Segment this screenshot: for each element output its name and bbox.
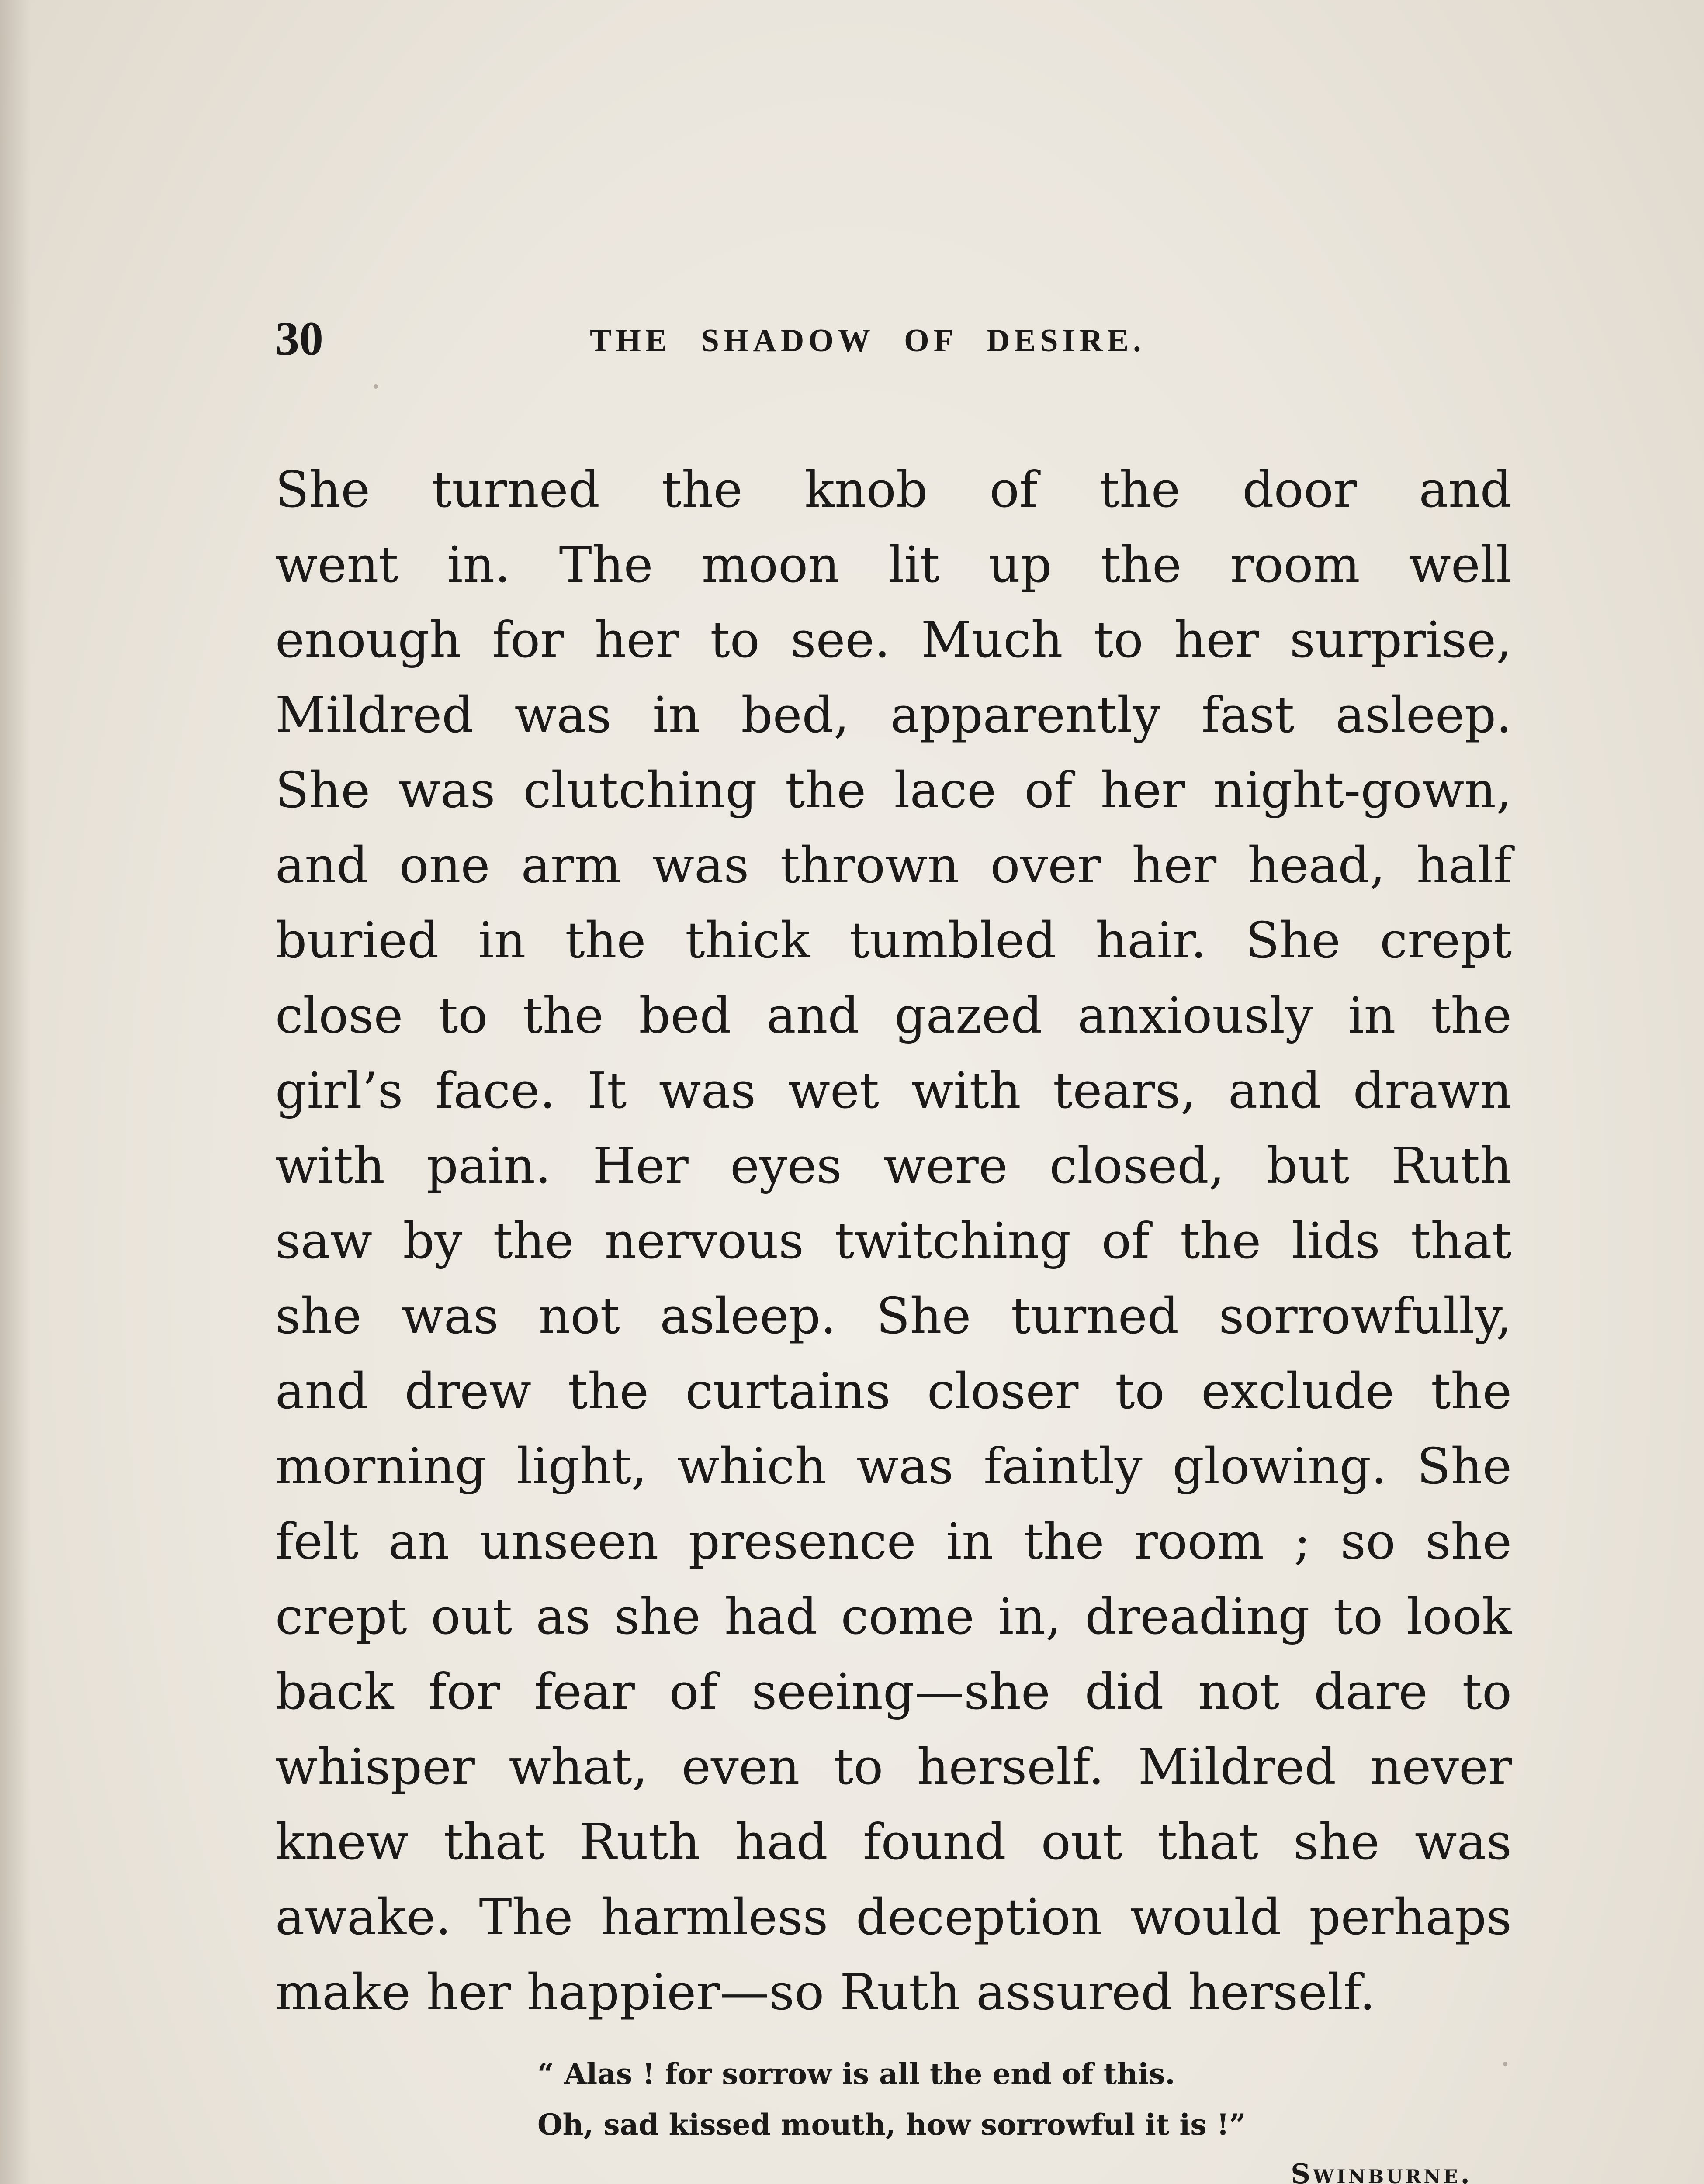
epigraph-attribution: Swinburne. — [1291, 2158, 1472, 2184]
body-text — [275, 452, 1512, 2030]
text-line: she was not asleep. She turned sorrowfully, — [275, 1287, 1512, 1345]
text-line: close to the bed and gazed anxiously in the — [275, 987, 1512, 1044]
text-line: girl’s face. It was wet with tears, and drawn — [275, 1062, 1512, 1120]
text-line: saw by the nervous twitching of the lids that — [275, 1212, 1512, 1270]
epigraph — [537, 2049, 1490, 2184]
paper-speck — [1503, 2062, 1507, 2066]
text-line: make her happier—so Ruth assured herself. — [275, 1963, 1375, 2021]
text-line: buried in the thick tumbled hair. She crept — [275, 912, 1512, 969]
text-line: knew that Ruth had found out that she was — [275, 1813, 1512, 1871]
text-line: crept out as she had come in, dreading to look — [275, 1588, 1512, 1645]
text-line: She turned the knob of the door and — [275, 461, 1512, 518]
text-line: She was clutching the lace of her night-gown, — [275, 761, 1512, 819]
text-line: and one arm was thrown over her head, half — [275, 836, 1512, 894]
text-line: enough for her to see. Much to her surprise, — [275, 611, 1512, 669]
page-shadow-left — [0, 0, 31, 2184]
text-line: and drew the curtains closer to exclude the — [275, 1362, 1512, 1420]
text-line: awake. The harmless deception would perhaps — [275, 1888, 1512, 1946]
text-line: back for fear of seeing—she did not dare to — [275, 1663, 1512, 1721]
text-line: went in. The moon lit up the room well — [275, 536, 1512, 594]
page-number: 30 — [275, 312, 323, 365]
epigraph-line: Oh, sad kissed mouth, how sorrowful it is !” — [537, 2108, 1246, 2142]
running-head — [275, 306, 1219, 371]
text-line: morning light, which was faintly glowing. She — [275, 1438, 1512, 1495]
text-line: Mildred was in bed, apparently fast asleep. — [275, 686, 1512, 744]
paper-speck — [374, 384, 378, 389]
text-line: with pain. Her eyes were closed, but Ruth — [275, 1137, 1512, 1195]
book-title: THE SHADOW OF DESIRE. — [590, 323, 1146, 359]
text-line: felt an unseen presence in the room ; so she — [275, 1513, 1512, 1570]
text-line: whisper what, even to herself. Mildred never — [275, 1738, 1512, 1796]
epigraph-line: “ Alas ! for sorrow is all the end of this. — [537, 2057, 1175, 2091]
